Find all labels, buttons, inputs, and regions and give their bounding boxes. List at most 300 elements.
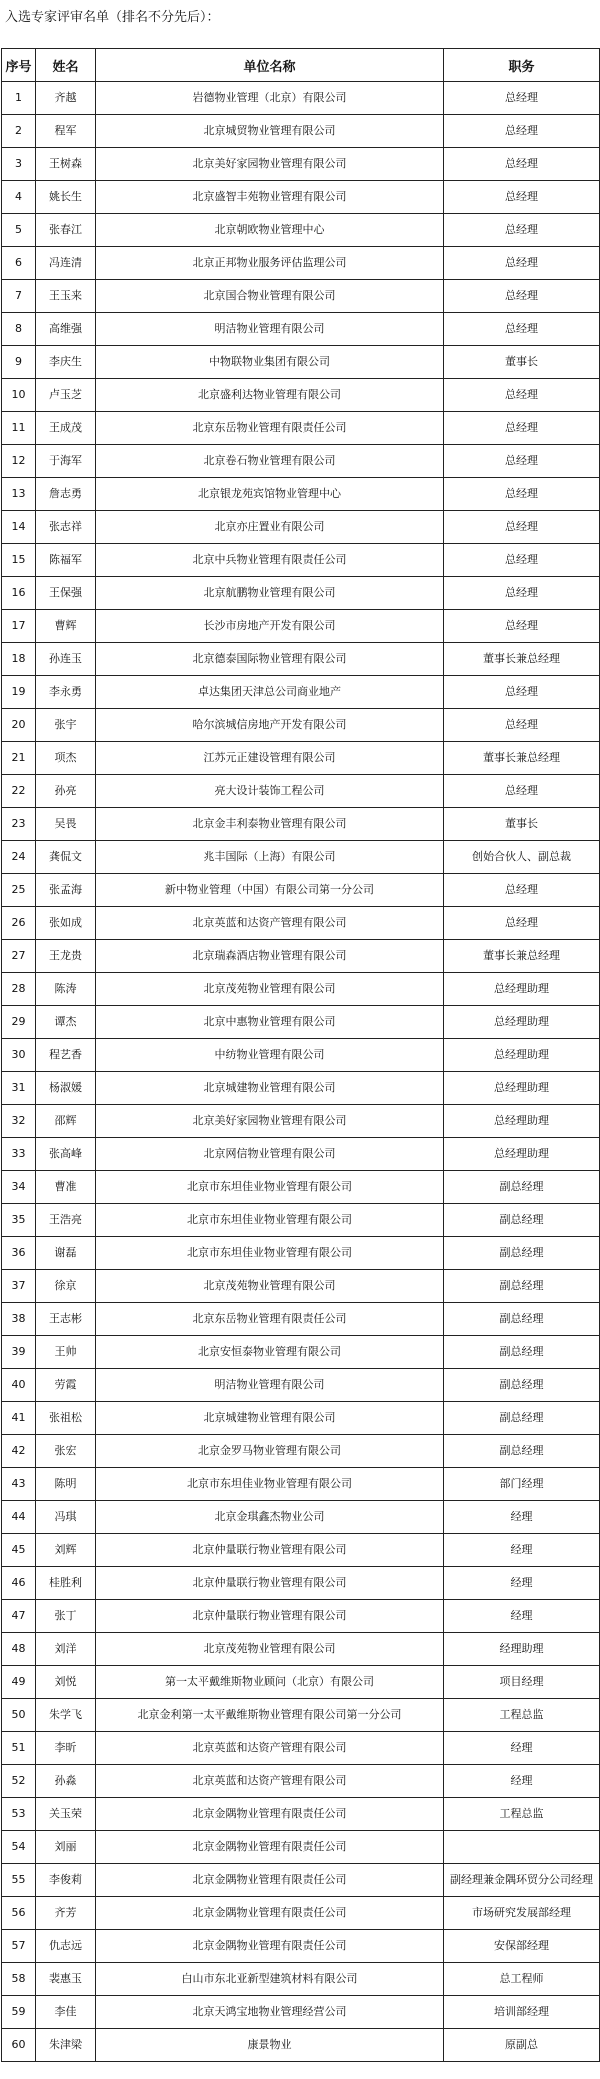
cell-name: 姚长生 xyxy=(36,181,96,214)
cell-number: 26 xyxy=(2,907,36,940)
cell-organization: 北京茂苑物业管理有限公司 xyxy=(96,1270,444,1303)
cell-position: 总经理 xyxy=(444,709,600,742)
cell-number: 18 xyxy=(2,643,36,676)
cell-name: 曹准 xyxy=(36,1171,96,1204)
cell-organization: 北京美好家园物业管理有限公司 xyxy=(96,148,444,181)
cell-organization: 北京仲量联行物业管理有限公司 xyxy=(96,1534,444,1567)
cell-name: 龚侃文 xyxy=(36,841,96,874)
table-row xyxy=(2,1336,600,1369)
table-row xyxy=(2,478,600,511)
cell-name: 桂胜利 xyxy=(36,1567,96,1600)
cell-position: 总经理 xyxy=(444,412,600,445)
cell-organization: 北京金隅物业管理有限责任公司 xyxy=(96,1798,444,1831)
cell-number: 50 xyxy=(2,1699,36,1732)
cell-organization: 北京亦庄置业有限公司 xyxy=(96,511,444,544)
cell-position: 董事长 xyxy=(444,808,600,841)
table-row xyxy=(2,1402,600,1435)
cell-name: 张孟海 xyxy=(36,874,96,907)
cell-number: 58 xyxy=(2,1963,36,1996)
cell-position: 经理 xyxy=(444,1600,600,1633)
cell-name: 张志祥 xyxy=(36,511,96,544)
expert-roster-table xyxy=(1,48,600,2062)
cell-number: 54 xyxy=(2,1831,36,1864)
cell-number: 24 xyxy=(2,841,36,874)
cell-number: 21 xyxy=(2,742,36,775)
cell-organization: 北京英蓝和达资产管理有限公司 xyxy=(96,1765,444,1798)
table-row xyxy=(2,412,600,445)
cell-organization: 北京银龙苑宾馆物业管理中心 xyxy=(96,478,444,511)
table-row xyxy=(2,1204,600,1237)
cell-position: 总经理 xyxy=(444,775,600,808)
cell-name: 陈明 xyxy=(36,1468,96,1501)
cell-name: 裴惠玉 xyxy=(36,1963,96,1996)
cell-number: 20 xyxy=(2,709,36,742)
header-position: 职务 xyxy=(444,49,600,82)
table-row xyxy=(2,1303,600,1336)
table-row xyxy=(2,1798,600,1831)
table-row xyxy=(2,1831,600,1864)
cell-name: 陈涛 xyxy=(36,973,96,1006)
cell-organization: 北京茂苑物业管理有限公司 xyxy=(96,973,444,1006)
table-row xyxy=(2,775,600,808)
cell-number: 6 xyxy=(2,247,36,280)
cell-number: 15 xyxy=(2,544,36,577)
cell-organization: 江苏元正建设管理有限公司 xyxy=(96,742,444,775)
cell-name: 齐芳 xyxy=(36,1897,96,1930)
cell-number: 38 xyxy=(2,1303,36,1336)
cell-position: 副总经理 xyxy=(444,1237,600,1270)
cell-number: 3 xyxy=(2,148,36,181)
table-row xyxy=(2,1930,600,1963)
cell-name: 王保强 xyxy=(36,577,96,610)
cell-number: 49 xyxy=(2,1666,36,1699)
cell-organization: 北京盛利达物业管理有限公司 xyxy=(96,379,444,412)
cell-position: 总经理助理 xyxy=(444,1072,600,1105)
cell-organization: 新中物业管理（中国）有限公司第一分公司 xyxy=(96,874,444,907)
cell-number: 57 xyxy=(2,1930,36,1963)
cell-position: 副总经理 xyxy=(444,1369,600,1402)
cell-position: 副总经理 xyxy=(444,1270,600,1303)
cell-position: 副经理兼金隅环贸分公司经理 xyxy=(444,1864,600,1897)
cell-position: 经理 xyxy=(444,1534,600,1567)
cell-number: 53 xyxy=(2,1798,36,1831)
cell-position: 副总经理 xyxy=(444,1303,600,1336)
cell-name: 孙淼 xyxy=(36,1765,96,1798)
cell-name: 张丁 xyxy=(36,1600,96,1633)
cell-name: 张高峰 xyxy=(36,1138,96,1171)
cell-organization: 北京市东坦佳业物业管理有限公司 xyxy=(96,1171,444,1204)
cell-name: 程艺香 xyxy=(36,1039,96,1072)
cell-name: 刘辉 xyxy=(36,1534,96,1567)
cell-number: 17 xyxy=(2,610,36,643)
cell-organization: 北京中兵物业管理有限责任公司 xyxy=(96,544,444,577)
cell-name: 关玉荣 xyxy=(36,1798,96,1831)
cell-number: 12 xyxy=(2,445,36,478)
cell-position: 董事长兼总经理 xyxy=(444,940,600,973)
cell-number: 41 xyxy=(2,1402,36,1435)
cell-number: 34 xyxy=(2,1171,36,1204)
cell-number: 33 xyxy=(2,1138,36,1171)
cell-position: 培训部经理 xyxy=(444,1996,600,2029)
cell-organization: 北京盛智丰苑物业管理有限公司 xyxy=(96,181,444,214)
cell-organization: 北京金琪鑫杰物业公司 xyxy=(96,1501,444,1534)
table-row xyxy=(2,82,600,115)
cell-position: 经理 xyxy=(444,1732,600,1765)
cell-number: 30 xyxy=(2,1039,36,1072)
cell-organization: 北京英蓝和达资产管理有限公司 xyxy=(96,907,444,940)
cell-organization: 北京国合物业管理有限公司 xyxy=(96,280,444,313)
cell-position: 总经理 xyxy=(444,280,600,313)
table-row xyxy=(2,1699,600,1732)
cell-number: 8 xyxy=(2,313,36,346)
cell-position: 市场研究发展部经理 xyxy=(444,1897,600,1930)
cell-name: 吴畏 xyxy=(36,808,96,841)
cell-number: 59 xyxy=(2,1996,36,2029)
cell-organization: 北京仲量联行物业管理有限公司 xyxy=(96,1567,444,1600)
cell-number: 56 xyxy=(2,1897,36,1930)
cell-organization: 北京中惠物业管理有限公司 xyxy=(96,1006,444,1039)
cell-number: 29 xyxy=(2,1006,36,1039)
cell-name: 王玉来 xyxy=(36,280,96,313)
cell-position: 工程总监 xyxy=(444,1798,600,1831)
cell-number: 46 xyxy=(2,1567,36,1600)
cell-organization: 第一太平戴维斯物业顾问（北京）有限公司 xyxy=(96,1666,444,1699)
cell-position: 总经理助理 xyxy=(444,1138,600,1171)
cell-position: 总经理 xyxy=(444,511,600,544)
cell-position: 总经理助理 xyxy=(444,1006,600,1039)
cell-number: 43 xyxy=(2,1468,36,1501)
cell-organization: 北京英蓝和达资产管理有限公司 xyxy=(96,1732,444,1765)
cell-organization: 明洁物业管理有限公司 xyxy=(96,313,444,346)
table-row xyxy=(2,709,600,742)
cell-position: 董事长 xyxy=(444,346,600,379)
cell-organization: 北京金利第一太平戴维斯物业管理有限公司第一分公司 xyxy=(96,1699,444,1732)
cell-position: 总经理 xyxy=(444,82,600,115)
cell-organization: 北京德泰国际物业管理有限公司 xyxy=(96,643,444,676)
cell-organization: 哈尔滨城信房地产开发有限公司 xyxy=(96,709,444,742)
cell-position: 原副总 xyxy=(444,2029,600,2062)
cell-position: 总经理 xyxy=(444,610,600,643)
table-header-row xyxy=(2,49,600,82)
cell-organization: 北京市东坦佳业物业管理有限公司 xyxy=(96,1468,444,1501)
table-row xyxy=(2,940,600,973)
cell-organization: 北京正邦物业服务评估监理公司 xyxy=(96,247,444,280)
table-row xyxy=(2,313,600,346)
cell-number: 23 xyxy=(2,808,36,841)
cell-position: 总工程师 xyxy=(444,1963,600,1996)
table-row xyxy=(2,346,600,379)
cell-organization: 北京金隅物业管理有限责任公司 xyxy=(96,1831,444,1864)
table-row xyxy=(2,511,600,544)
cell-name: 孙连玉 xyxy=(36,643,96,676)
cell-number: 11 xyxy=(2,412,36,445)
table-row xyxy=(2,808,600,841)
cell-organization: 北京东岳物业管理有限责任公司 xyxy=(96,1303,444,1336)
cell-organization: 康景物业 xyxy=(96,2029,444,2062)
table-row xyxy=(2,841,600,874)
cell-position: 总经理 xyxy=(444,247,600,280)
cell-position: 副总经理 xyxy=(444,1336,600,1369)
cell-number: 9 xyxy=(2,346,36,379)
cell-number: 35 xyxy=(2,1204,36,1237)
cell-name: 李庆生 xyxy=(36,346,96,379)
cell-number: 19 xyxy=(2,676,36,709)
cell-name: 程军 xyxy=(36,115,96,148)
cell-name: 王树森 xyxy=(36,148,96,181)
cell-position: 董事长兼总经理 xyxy=(444,742,600,775)
table-row xyxy=(2,1633,600,1666)
cell-organization: 北京金罗马物业管理有限公司 xyxy=(96,1435,444,1468)
table-row xyxy=(2,676,600,709)
table-row xyxy=(2,1105,600,1138)
cell-position: 总经理 xyxy=(444,907,600,940)
cell-name: 张祖松 xyxy=(36,1402,96,1435)
cell-organization: 北京城建物业管理有限公司 xyxy=(96,1072,444,1105)
cell-position: 总经理 xyxy=(444,577,600,610)
cell-name: 朱学飞 xyxy=(36,1699,96,1732)
cell-position xyxy=(444,1831,600,1864)
cell-number: 28 xyxy=(2,973,36,1006)
table-row xyxy=(2,1171,600,1204)
table-row xyxy=(2,247,600,280)
table-row xyxy=(2,1369,600,1402)
cell-position: 经理 xyxy=(444,1501,600,1534)
cell-number: 44 xyxy=(2,1501,36,1534)
table-row xyxy=(2,973,600,1006)
table-row xyxy=(2,1270,600,1303)
cell-name: 朱津梁 xyxy=(36,2029,96,2062)
cell-name: 张如成 xyxy=(36,907,96,940)
cell-position: 总经理 xyxy=(444,115,600,148)
table-row xyxy=(2,1996,600,2029)
cell-position: 总经理 xyxy=(444,214,600,247)
table-row xyxy=(2,1534,600,1567)
table-row xyxy=(2,1897,600,1930)
table-row xyxy=(2,1072,600,1105)
cell-position: 经理 xyxy=(444,1567,600,1600)
cell-name: 孙亮 xyxy=(36,775,96,808)
cell-organization: 中纺物业管理有限公司 xyxy=(96,1039,444,1072)
cell-position: 部门经理 xyxy=(444,1468,600,1501)
cell-number: 31 xyxy=(2,1072,36,1105)
cell-name: 冯连清 xyxy=(36,247,96,280)
cell-organization: 亮大设计装饰工程公司 xyxy=(96,775,444,808)
table-row xyxy=(2,280,600,313)
cell-number: 60 xyxy=(2,2029,36,2062)
cell-name: 杨淑媛 xyxy=(36,1072,96,1105)
table-row xyxy=(2,742,600,775)
cell-name: 王龙贵 xyxy=(36,940,96,973)
table-row xyxy=(2,1732,600,1765)
cell-position: 总经理 xyxy=(444,676,600,709)
cell-number: 22 xyxy=(2,775,36,808)
cell-organization: 岩德物业管理（北京）有限公司 xyxy=(96,82,444,115)
cell-position: 总经理 xyxy=(444,313,600,346)
cell-position: 经理助理 xyxy=(444,1633,600,1666)
cell-organization: 北京朝欧物业管理中心 xyxy=(96,214,444,247)
cell-position: 总经理助理 xyxy=(444,973,600,1006)
table-row xyxy=(2,1501,600,1534)
table-row xyxy=(2,379,600,412)
cell-organization: 北京金隅物业管理有限责任公司 xyxy=(96,1897,444,1930)
cell-number: 47 xyxy=(2,1600,36,1633)
cell-organization: 北京市东坦佳业物业管理有限公司 xyxy=(96,1204,444,1237)
cell-number: 51 xyxy=(2,1732,36,1765)
table-row xyxy=(2,1138,600,1171)
table-row xyxy=(2,1864,600,1897)
cell-number: 52 xyxy=(2,1765,36,1798)
cell-name: 王帅 xyxy=(36,1336,96,1369)
cell-organization: 中物联物业集团有限公司 xyxy=(96,346,444,379)
cell-number: 48 xyxy=(2,1633,36,1666)
cell-name: 曹辉 xyxy=(36,610,96,643)
cell-organization: 北京瑞森酒店物业管理有限公司 xyxy=(96,940,444,973)
table-row xyxy=(2,544,600,577)
cell-name: 张宏 xyxy=(36,1435,96,1468)
table-row xyxy=(2,2029,600,2062)
cell-number: 42 xyxy=(2,1435,36,1468)
cell-organization: 北京城建物业管理有限公司 xyxy=(96,1402,444,1435)
table-row xyxy=(2,1666,600,1699)
cell-organization: 北京仲量联行物业管理有限公司 xyxy=(96,1600,444,1633)
table-row xyxy=(2,874,600,907)
cell-organization: 北京市东坦佳业物业管理有限公司 xyxy=(96,1237,444,1270)
cell-position: 副总经理 xyxy=(444,1435,600,1468)
table-row xyxy=(2,1468,600,1501)
cell-position: 工程总监 xyxy=(444,1699,600,1732)
cell-name: 刘悦 xyxy=(36,1666,96,1699)
cell-name: 项杰 xyxy=(36,742,96,775)
cell-name: 王浩亮 xyxy=(36,1204,96,1237)
list-caption: 入选专家评审名单（排名不分先后）： xyxy=(5,10,220,25)
cell-name: 刘丽 xyxy=(36,1831,96,1864)
cell-name: 卢玉芝 xyxy=(36,379,96,412)
cell-name: 高维强 xyxy=(36,313,96,346)
table-row xyxy=(2,148,600,181)
cell-position: 副总经理 xyxy=(444,1402,600,1435)
cell-organization: 北京城贸物业管理有限公司 xyxy=(96,115,444,148)
cell-position: 副总经理 xyxy=(444,1171,600,1204)
cell-number: 7 xyxy=(2,280,36,313)
cell-organization: 北京茂苑物业管理有限公司 xyxy=(96,1633,444,1666)
cell-position: 副总经理 xyxy=(444,1204,600,1237)
table-row xyxy=(2,907,600,940)
cell-name: 于海军 xyxy=(36,445,96,478)
cell-organization: 北京金隅物业管理有限责任公司 xyxy=(96,1864,444,1897)
cell-number: 45 xyxy=(2,1534,36,1567)
table-row xyxy=(2,1006,600,1039)
cell-name: 李昕 xyxy=(36,1732,96,1765)
table-row xyxy=(2,445,600,478)
cell-position: 总经理助理 xyxy=(444,1039,600,1072)
table-row xyxy=(2,1039,600,1072)
cell-name: 仇志远 xyxy=(36,1930,96,1963)
cell-name: 张宇 xyxy=(36,709,96,742)
table-body xyxy=(2,82,600,2062)
header-number: 序号 xyxy=(2,49,36,82)
cell-organization: 北京金隅物业管理有限责任公司 xyxy=(96,1930,444,1963)
cell-organization: 明洁物业管理有限公司 xyxy=(96,1369,444,1402)
cell-position: 安保部经理 xyxy=(444,1930,600,1963)
cell-number: 27 xyxy=(2,940,36,973)
table-row xyxy=(2,1600,600,1633)
table-row xyxy=(2,1567,600,1600)
cell-number: 39 xyxy=(2,1336,36,1369)
cell-organization: 北京天鸿宝地物业管理经营公司 xyxy=(96,1996,444,2029)
cell-name: 齐越 xyxy=(36,82,96,115)
cell-position: 项目经理 xyxy=(444,1666,600,1699)
cell-organization: 北京金丰利泰物业管理有限公司 xyxy=(96,808,444,841)
cell-name: 徐京 xyxy=(36,1270,96,1303)
cell-number: 37 xyxy=(2,1270,36,1303)
cell-position: 董事长兼总经理 xyxy=(444,643,600,676)
cell-organization: 北京航鹏物业管理有限公司 xyxy=(96,577,444,610)
table-row xyxy=(2,577,600,610)
cell-number: 10 xyxy=(2,379,36,412)
cell-number: 32 xyxy=(2,1105,36,1138)
cell-position: 经理 xyxy=(444,1765,600,1798)
cell-number: 36 xyxy=(2,1237,36,1270)
cell-number: 5 xyxy=(2,214,36,247)
table-row xyxy=(2,1237,600,1270)
cell-number: 4 xyxy=(2,181,36,214)
cell-name: 刘洋 xyxy=(36,1633,96,1666)
cell-organization: 兆丰国际（上海）有限公司 xyxy=(96,841,444,874)
cell-name: 詹志勇 xyxy=(36,478,96,511)
cell-name: 邵辉 xyxy=(36,1105,96,1138)
cell-name: 谢磊 xyxy=(36,1237,96,1270)
cell-organization: 卓达集团天津总公司商业地产 xyxy=(96,676,444,709)
table-row xyxy=(2,610,600,643)
cell-position: 总经理 xyxy=(444,478,600,511)
cell-position: 创始合伙人、副总裁 xyxy=(444,841,600,874)
table-row xyxy=(2,214,600,247)
cell-organization: 北京安恒泰物业管理有限公司 xyxy=(96,1336,444,1369)
cell-organization: 北京美好家园物业管理有限公司 xyxy=(96,1105,444,1138)
cell-name: 王志彬 xyxy=(36,1303,96,1336)
cell-organization: 白山市东北亚新型建筑材料有限公司 xyxy=(96,1963,444,1996)
cell-name: 陈福军 xyxy=(36,544,96,577)
cell-position: 总经理 xyxy=(444,544,600,577)
table-row xyxy=(2,115,600,148)
cell-number: 55 xyxy=(2,1864,36,1897)
cell-number: 2 xyxy=(2,115,36,148)
cell-organization: 长沙市房地产开发有限公司 xyxy=(96,610,444,643)
table-row xyxy=(2,643,600,676)
cell-name: 谭杰 xyxy=(36,1006,96,1039)
cell-position: 总经理 xyxy=(444,148,600,181)
table-row xyxy=(2,1435,600,1468)
cell-name: 李俊莉 xyxy=(36,1864,96,1897)
table-row xyxy=(2,1765,600,1798)
cell-organization: 北京网信物业管理有限公司 xyxy=(96,1138,444,1171)
table-row xyxy=(2,1963,600,1996)
cell-position: 总经理助理 xyxy=(444,1105,600,1138)
cell-name: 王成茂 xyxy=(36,412,96,445)
cell-organization: 北京东岳物业管理有限责任公司 xyxy=(96,412,444,445)
cell-name: 冯琪 xyxy=(36,1501,96,1534)
cell-number: 25 xyxy=(2,874,36,907)
header-organization: 单位名称 xyxy=(96,49,444,82)
cell-position: 总经理 xyxy=(444,874,600,907)
header-name: 姓名 xyxy=(36,49,96,82)
cell-number: 1 xyxy=(2,82,36,115)
cell-name: 张春江 xyxy=(36,214,96,247)
cell-number: 40 xyxy=(2,1369,36,1402)
cell-position: 总经理 xyxy=(444,445,600,478)
cell-number: 13 xyxy=(2,478,36,511)
cell-position: 总经理 xyxy=(444,181,600,214)
